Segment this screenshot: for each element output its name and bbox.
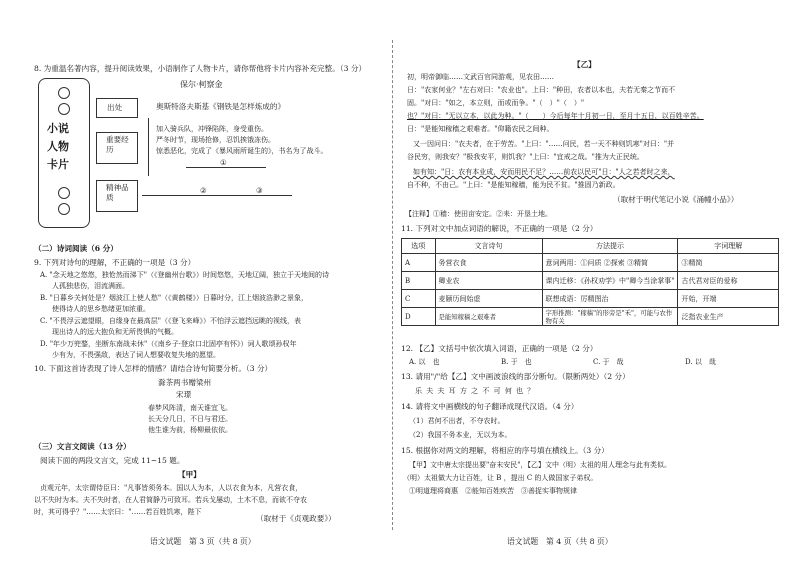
table-header: 文言诗句 bbox=[435, 239, 542, 254]
table-header: 方法提示 bbox=[542, 239, 678, 254]
q12-option-b[interactable]: B. 于 也 bbox=[501, 358, 532, 366]
yi-line-9: 自不种，不由己。"上曰："是能知稼穑，能为民不贫。"推固乃新政。 bbox=[407, 181, 620, 189]
q11-table bbox=[401, 238, 779, 326]
yi-source: （取材于明代笔记小说《涌幢小品》） bbox=[613, 195, 739, 204]
left-page bbox=[0, 0, 390, 562]
tab-source: 出处 bbox=[96, 98, 138, 118]
q14-stem: 14. 请将文中画横线的句子翻译成现代汉语。（4 分） bbox=[401, 402, 579, 411]
q15-line-3: ①明道理将商惠 ②能知百姓疾苦 ③善捉实事物规律 bbox=[409, 487, 577, 495]
ring-hole-icon bbox=[58, 187, 70, 199]
yi-line-5: 日："是能知稼穑之艰难者。"仰籍农民之间种。 bbox=[407, 125, 554, 133]
poem-line-3: 他生谁为前，杨柳最依依。 bbox=[148, 426, 232, 434]
card-body bbox=[96, 90, 328, 228]
section-3-heading: （三）文言文阅读（13 分） bbox=[34, 442, 131, 451]
q8-stem: 8. 为重温名著内容，提升阅读效果，小语制作了人物卡片，请你帮他将卡片内容补充完整。（3 分） bbox=[34, 64, 367, 73]
passage-jia-label: 【甲】 bbox=[178, 470, 201, 479]
experience-line-3: 惊悉恶化，完成了《暴风雨所诞生的》，书名为了战斗。 bbox=[156, 147, 328, 155]
card-side-label-3: 卡片 bbox=[47, 158, 69, 171]
q9-stem: 9. 下列对诗句的理解，不正确的一项是（3 分） bbox=[34, 258, 196, 267]
q15-line-1: 【甲】文中唐太宗提出要"奋末安民"，【乙】文中（明）太祖的用人理念与此有类似。 bbox=[409, 461, 671, 469]
poem-line-2: 长天分几日，不日与君还。 bbox=[148, 415, 232, 423]
ring-hole-icon bbox=[58, 103, 70, 115]
poem-line-1: 春梦风阵清，南天谁宜飞。 bbox=[148, 404, 232, 412]
yi-line-7: 谷民穷，则我安？"极我安平，则饥我？"上曰："宜戒之哉。"推为大正民统。 bbox=[407, 153, 644, 161]
yi-line-2: 日："农家何业？"左右对曰："农业也"。上曰："种田，农者以本也，夫若无秦之节而不 bbox=[407, 86, 676, 94]
q9-option-d2: 少有为，不畏强敌，表达了词人想要收复失地的愿望。 bbox=[52, 351, 220, 359]
yi-line-3: 固。"对曰："如之，本立则，而或而争。"（ ）"（ ）" bbox=[407, 99, 585, 107]
ring-hole-icon bbox=[58, 203, 70, 215]
ring-hole-icon bbox=[58, 87, 70, 99]
q12-option-c[interactable]: C. 于 哉 bbox=[593, 358, 624, 366]
passage-yi-label: 【乙】 bbox=[573, 60, 596, 69]
table-header: 字词理解 bbox=[678, 239, 779, 254]
q12-option-d[interactable]: D. 以 哉 bbox=[685, 358, 716, 366]
blank-3-label: ③ bbox=[256, 186, 263, 195]
q9-option-d1: D. "年少万兜鍪，坐断东南战未休"（《南乡子·登京口北固亭有怀》）词人歌颂孙权年 bbox=[40, 340, 297, 348]
source-text: 奥斯特洛夫斯基《钢铁是怎样炼成的》 bbox=[156, 102, 286, 111]
card-side-panel bbox=[38, 78, 90, 228]
q15-line-2[interactable]: （明）太祖做大力让百姓，让 B ，提出 C 的人做国家子弟权。 bbox=[403, 474, 598, 482]
q9-option-c1: C. "不畏浮云遮望眼，自缘身在最高层"（《登飞来峰》）不怕浮云遮挡远眺的视线，表 bbox=[40, 317, 301, 325]
q13-text[interactable]: 乐 夫 夫 耳 方 之 不 可 何 也 ？ bbox=[415, 387, 536, 395]
reading-intro: 阅读下面的两段文言文，完成 11~15 题。 bbox=[40, 456, 185, 465]
table-row: B 卿业农 课内迁移：《孙权劝学》中"卿今当涂掌事" 古代君对臣的爱称 bbox=[402, 272, 779, 290]
q13-stem: 13. 请用"/"给【乙】文中画波浪线的部分断句。（限断两处）（2 分） bbox=[401, 372, 630, 381]
q12-stem: 12. 【乙】文括号中依次填入词语，正确的一项是（2 分） bbox=[401, 344, 598, 353]
section-2-heading: （二）诗词阅读（6 分） bbox=[34, 244, 118, 253]
jia-line-3: 时，其可得乎？"……太宗曰："……若百姓饥寒，陛下 bbox=[34, 508, 202, 516]
yi-line-4: 也？"对曰："无以立本，以此为种。"（ ）今后每年十月初一日，至月十五日，以百姓辛苦。 bbox=[407, 112, 704, 120]
q15-stem: 15. 根据你对两文的理解，将相应的序号填在横线上。（3 分） bbox=[401, 446, 609, 455]
jia-line-2: 以不失时为本。夫不失时者，在人君简静乃可致耳。若兵戈屡动，土木不息，而欲不夺农 bbox=[34, 496, 307, 504]
q9-option-b2: 使得诗人的思乡愁绪更加浓重。 bbox=[52, 305, 150, 313]
poem-author: 宋璟 bbox=[176, 390, 192, 399]
table-row: D 是能知稼穑之艰难者 字形推测："稼穑"的形旁是"禾"，可能与农作物有关 泛指农业生产 bbox=[402, 308, 779, 326]
yi-line-6: 又一因问曰："农夫者，在于劳苦。"上曰："……问民，若一天不种则饥寒"对曰："并 bbox=[413, 140, 675, 148]
card-side-label-1: 小说 bbox=[47, 122, 69, 135]
tab-spirit: 精神品质 bbox=[96, 180, 138, 212]
page-divider bbox=[392, 40, 394, 530]
tab-experience: 重要经历 bbox=[96, 132, 138, 164]
q9-option-b1: B. "日暮乡关何处是？烟波江上使人愁"（《黄鹤楼》）日暮时分，江上烟波浩渺之景象， bbox=[40, 294, 309, 302]
blank-spirit-line[interactable] bbox=[142, 194, 292, 196]
q9-option-a2: 人孤独悲伤，泪流满面。 bbox=[52, 282, 129, 290]
table-row: A 务营衣食 意词两用：①问质 ②探索 ③精简 ③精简 bbox=[402, 254, 779, 272]
timeline-line bbox=[148, 118, 151, 176]
jia-line-1: 贞观元年，太宗谓侍臣曰："凡事皆须务本。国以人为本，人以衣食为本，凡营衣食， bbox=[40, 484, 303, 492]
q10-stem: 10. 下面这首诗表现了诗人怎样的情感？请结合诗句简要分析。（3 分） bbox=[34, 364, 273, 373]
blank-2-label: ② bbox=[200, 186, 207, 195]
right-page bbox=[395, 0, 794, 562]
q14-item-1: （1）君何不出者，不夺农时。 bbox=[409, 417, 505, 425]
page-footer-4: 语文试题 第 4 页（共 8 页） bbox=[507, 537, 613, 546]
q9-option-a1: A. "念天地之悠悠，独怆然而涕下"（《登幽州台歌》）时间悠悠，天地辽阔，独立于天地间的诗 bbox=[40, 271, 329, 279]
yi-line-1: 初，明帝御临……文武百官同游观，见农田…… bbox=[407, 73, 554, 81]
table-row: C 麦颐历间始虚 联想成语：厉精图治 开始，开端 bbox=[402, 290, 779, 308]
q11-stem: 11. 下列对文中加点词语的解说，不正确的一项是（2 分） bbox=[401, 224, 598, 233]
q14-item-2: （2）我国不务本业，无以为本。 bbox=[409, 431, 512, 439]
q9-option-c2: 现出诗人的远大抱负和无所畏惧的气概。 bbox=[52, 328, 178, 336]
page-footer-3: 语文试题 第 3 页（共 8 页） bbox=[150, 537, 256, 546]
yi-notes: 【注释】①穑：使田亩安定。②耒：开垦土地。 bbox=[405, 210, 552, 218]
card-side-label-2: 人物 bbox=[47, 140, 69, 153]
experience-line-1: 加入骑兵队，冲锋陷阵，身受重伤。 bbox=[156, 125, 268, 133]
yi-line-8: 如有知："日：农有本业成，安而用民不足？……前农以民可"日："人之若者时之来， bbox=[413, 168, 675, 176]
poem-title: 滁茶两书赠梁州 bbox=[158, 378, 212, 387]
blank-1-label: ① bbox=[220, 158, 227, 167]
card-title: 保尔·柯察金 bbox=[180, 80, 223, 89]
experience-line-2: 严冬时节，现场抢修，忍饥挨饿冻伤。 bbox=[156, 136, 275, 144]
q12-option-a[interactable]: A. 以 也 bbox=[409, 358, 440, 366]
jia-source: （取材于《贞观政要》） bbox=[256, 514, 336, 523]
table-header: 选项 bbox=[402, 239, 436, 254]
